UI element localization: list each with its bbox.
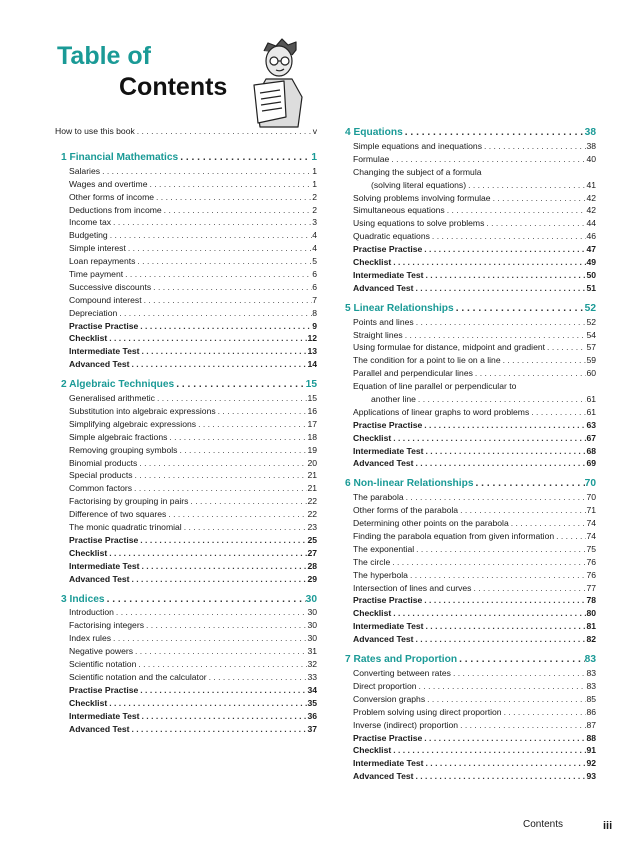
toc-entry[interactable]	[55, 392, 317, 405]
toc-entry-page: 68	[586, 445, 596, 456]
toc-entry-label: Other forms of income	[69, 191, 155, 202]
toc-entry[interactable]	[339, 680, 596, 693]
toc-entry[interactable]	[339, 543, 596, 556]
toc-entry-label: Deductions from income	[69, 204, 162, 215]
toc-entry[interactable]	[339, 744, 596, 757]
toc-entry[interactable]	[339, 269, 596, 282]
toc-entry[interactable]	[55, 547, 317, 560]
toc-entry-page: 4	[312, 243, 317, 254]
toc-entry-label: The circle	[353, 556, 391, 567]
toc-left-column	[55, 125, 317, 735]
toc-entry-label: Advanced Test	[69, 359, 130, 370]
footer-label: Contents	[523, 819, 564, 830]
toc-entry[interactable]	[55, 645, 317, 658]
toc-entry-label: Intermediate Test	[69, 710, 140, 721]
chapter-title: 1 Financial Mathematics	[61, 151, 179, 163]
toc-entry[interactable]	[55, 684, 317, 697]
toc-entry[interactable]	[55, 671, 317, 684]
toc-entry-page: 86	[586, 706, 596, 717]
toc-entry-label: Problem solving using direct proportion	[353, 706, 502, 717]
toc-entry-page: 36	[307, 710, 317, 721]
toc-entry-label: Advanced Test	[69, 723, 130, 734]
toc-entry-page: 30	[307, 607, 317, 618]
toc-entry-label: Checklist	[353, 608, 392, 619]
toc-entry-intro[interactable]	[55, 125, 317, 138]
toc-entry-label: Practise Practise	[353, 244, 423, 255]
toc-entry-label: Straight lines	[353, 329, 403, 340]
toc-entry-page: 22	[307, 496, 317, 507]
toc-entry[interactable]	[339, 282, 596, 295]
chapter-title: 4 Equations	[345, 127, 403, 138]
toc-entry-page: 59	[586, 355, 596, 366]
chapter-title: 5 Linear Relationships	[345, 302, 454, 314]
toc-entry-page: 6	[312, 281, 317, 292]
toc-entry-label: Practise Practise	[353, 595, 423, 606]
toc-entry[interactable]	[55, 320, 317, 333]
toc-entry-page: 29	[307, 573, 317, 584]
toc-entry[interactable]	[339, 419, 596, 432]
toc-entry-label: Simple equations and inequations	[353, 140, 482, 151]
toc-entry-page: 82	[586, 634, 596, 645]
chapter-heading[interactable]	[55, 377, 317, 392]
toc-entry[interactable]	[339, 243, 596, 256]
toc-entry-page: 46	[586, 231, 596, 242]
toc-entry-label: Parallel and perpendicular lines	[353, 368, 473, 379]
toc-entry-label: Depreciation	[69, 307, 118, 318]
toc-entry[interactable]	[339, 693, 596, 706]
toc-entry-page: 2	[312, 191, 317, 202]
toc-entry-label: Income tax	[69, 217, 112, 228]
toc-entry-label: Introduction	[69, 607, 114, 618]
toc-entry-page: 78	[586, 595, 596, 606]
toc-entry-label: Inverse (indirect) proportion	[353, 719, 459, 730]
toc-entry[interactable]	[55, 345, 317, 358]
toc-entry[interactable]	[55, 204, 317, 217]
toc-entry-label: Intermediate Test	[353, 445, 424, 456]
toc-entry-page: 74	[586, 531, 596, 542]
toc-entry-page: 21	[307, 470, 317, 481]
toc-entry[interactable]	[55, 495, 317, 508]
toc-entry[interactable]	[55, 405, 317, 418]
toc-entry-page: 85	[586, 693, 596, 704]
toc-entry-page: 19	[307, 444, 317, 455]
toc-entry-label: Intermediate Test	[69, 560, 140, 571]
toc-entry[interactable]	[339, 582, 596, 595]
toc-entry[interactable]	[339, 491, 596, 504]
toc-entry[interactable]	[55, 710, 317, 723]
chapter-title: 3 Indices	[61, 593, 105, 605]
toc-entry[interactable]	[339, 341, 596, 354]
toc-entry[interactable]	[55, 255, 317, 268]
toc-entry[interactable]	[339, 354, 596, 367]
toc-entry[interactable]	[339, 316, 596, 329]
chapter-heading[interactable]	[55, 150, 317, 165]
toc-entry-label: Checklist	[353, 432, 392, 443]
toc-entry-label: Formulae	[353, 153, 390, 164]
chapter-title: 7 Rates and Proportion	[345, 654, 458, 666]
toc-entry-label: Quadratic equations	[353, 231, 430, 242]
toc-entry-page: 16	[307, 406, 317, 417]
toc-entry-label: Determining other points on the parabola	[353, 518, 509, 529]
toc-entry[interactable]	[339, 432, 596, 445]
toc-entry-page: 61	[586, 406, 596, 417]
toc-entry[interactable]	[339, 166, 596, 179]
toc-entry[interactable]	[55, 191, 317, 204]
toc-entry-page: 25	[307, 534, 317, 545]
toc-entry[interactable]	[55, 560, 317, 573]
toc-entry-label: Checklist	[69, 333, 108, 344]
toc-entry-page: 33	[307, 671, 317, 682]
toc-entry[interactable]	[55, 242, 317, 255]
toc-entry-page: 60	[586, 368, 596, 379]
toc-entry-page: 76	[586, 569, 596, 580]
toc-entry[interactable]	[339, 329, 596, 342]
chapter-page: 15	[305, 379, 317, 391]
toc-entry-label: Factorising by grouping in pairs	[69, 496, 189, 507]
toc-entry-page: 9	[312, 320, 317, 331]
toc-entry-label: Points and lines	[353, 316, 414, 327]
toc-entry-page: 23	[307, 522, 317, 533]
toc-entry[interactable]	[339, 217, 596, 230]
toc-entry[interactable]	[339, 719, 596, 732]
toc-entry-page: 87	[586, 719, 596, 730]
toc-entry-label: Difference of two squares	[69, 509, 167, 520]
toc-entry[interactable]	[339, 179, 596, 192]
toc-entry-page: 7	[312, 294, 317, 305]
toc-entry-label: Special products	[69, 470, 133, 481]
toc-entry-label: Common factors	[69, 483, 133, 494]
toc-entry-label: Checklist	[69, 547, 108, 558]
toc-entry-label: Converting between rates	[353, 668, 451, 679]
toc-entry-label: Intermediate Test	[353, 758, 424, 769]
toc-entry-page: 28	[307, 560, 317, 571]
toc-entry-label: Compound interest	[69, 294, 142, 305]
toc-entry-label: another line	[371, 394, 416, 405]
toc-entry-page: 13	[307, 346, 317, 357]
toc-entry-label: Direct proportion	[353, 680, 417, 691]
toc-entry[interactable]	[55, 573, 317, 586]
page-title-line1: Table of	[57, 42, 151, 70]
toc-entry[interactable]	[55, 534, 317, 547]
toc-entry-page: v	[312, 125, 317, 136]
toc-entry-label: Checklist	[353, 745, 392, 756]
reading-student-illustration-icon	[246, 37, 312, 131]
toc-entry-label: Changing the subject of a formula	[353, 166, 482, 177]
toc-entry-page: 88	[586, 732, 596, 743]
toc-entry[interactable]	[339, 667, 596, 680]
toc-entry-label: Intermediate Test	[353, 269, 424, 280]
page-title-line2: Contents	[119, 73, 228, 101]
toc-entry-label: Salaries	[69, 165, 101, 176]
toc-entry-label: Practise Practise	[69, 534, 139, 545]
toc-entry-page: 77	[586, 582, 596, 593]
toc-entry-page: 51	[586, 282, 596, 293]
toc-entry-page: 21	[307, 483, 317, 494]
toc-entry-label: The parabola	[353, 492, 404, 503]
toc-entry[interactable]	[55, 358, 317, 371]
toc-entry-label: Wages and overtime	[69, 178, 148, 189]
toc-entry-label: Binomial products	[69, 457, 138, 468]
chapter-title: 2 Algebraic Techniques	[61, 379, 175, 391]
toc-entry[interactable]	[55, 229, 317, 242]
toc-entry-page: 81	[586, 621, 596, 632]
toc-entry-page: 12	[307, 333, 317, 344]
toc-entry[interactable]	[55, 697, 317, 710]
chapter-heading[interactable]	[339, 301, 596, 316]
toc-entry-label: Generalised arithmetic	[69, 393, 155, 404]
toc-entry-label: Scientific notation	[69, 659, 137, 670]
toc-entry[interactable]	[55, 418, 317, 431]
toc-entry[interactable]	[339, 153, 596, 166]
toc-entry-page: 27	[307, 547, 317, 558]
toc-entry[interactable]	[339, 192, 596, 205]
toc-entry-page: 71	[586, 505, 596, 516]
chapter-page: 38	[584, 127, 596, 138]
toc-entry-label: Finding the parabola equation from given information	[353, 531, 555, 542]
chapter-page: 1	[311, 151, 317, 163]
toc-entry-page: 3	[312, 217, 317, 228]
toc-entry-label: Loan repayments	[69, 256, 136, 267]
toc-entry[interactable]	[339, 140, 596, 153]
toc-entry[interactable]	[55, 457, 317, 470]
toc-entry-label: Advanced Test	[353, 282, 414, 293]
toc-entry-page: 75	[586, 543, 596, 554]
toc-entry-label: Advanced Test	[353, 458, 414, 469]
toc-entry-label: Simple algebraic fractions	[69, 431, 168, 442]
toc-entry-page: 49	[586, 257, 596, 267]
toc-entry-page: 91	[586, 745, 596, 756]
chapter-heading[interactable]	[55, 592, 317, 607]
toc-entry-page: 92	[586, 758, 596, 769]
toc-entry-label: Conversion graphs	[353, 693, 426, 704]
chapter-title: 6 Non-linear Relationships	[345, 478, 474, 490]
toc-entry-page: 42	[586, 205, 596, 216]
toc-entry-page: 1	[312, 165, 317, 176]
toc-entry-page: 61	[586, 394, 596, 405]
toc-entry-label: Applications of linear graphs to word problems	[353, 406, 530, 417]
toc-entry-page: 50	[586, 269, 596, 280]
toc-entry-page: 37	[307, 723, 317, 734]
toc-entry[interactable]	[55, 332, 317, 345]
toc-entry-page: 44	[586, 218, 596, 229]
toc-entry-page: 34	[307, 684, 317, 695]
toc-entry-page: 83	[586, 668, 596, 679]
toc-entry-page: 8	[312, 307, 317, 318]
toc-entry-page: 31	[307, 646, 317, 657]
toc-entry[interactable]	[339, 607, 596, 620]
chapter-heading[interactable]	[339, 476, 596, 491]
toc-entry-page: 18	[307, 431, 317, 442]
toc-entry-page: 69	[586, 458, 596, 469]
toc-entry-page: 2	[312, 204, 317, 215]
chapter-page: 83	[584, 654, 596, 666]
toc-entry[interactable]	[55, 658, 317, 671]
toc-entry-label: How to use this book	[55, 125, 135, 136]
toc-entry-page: 47	[586, 244, 596, 255]
toc-entry-label: Equation of line parallel or perpendicular to	[353, 381, 517, 392]
toc-entry[interactable]	[339, 393, 596, 406]
toc-entry-label: Advanced Test	[69, 573, 130, 584]
toc-entry-page: 74	[586, 518, 596, 529]
toc-entry[interactable]	[55, 632, 317, 645]
toc-entry-page: 32	[307, 659, 317, 670]
toc-entry-label: Using equations to solve problems	[353, 218, 485, 229]
toc-entry-page: 35	[307, 697, 317, 708]
toc-entry-label: Other forms of the parabola	[353, 505, 459, 516]
toc-entry-label: Successive discounts	[69, 281, 152, 292]
toc-entry-label: The exponential	[353, 543, 415, 554]
chapter-heading[interactable]	[339, 652, 596, 667]
toc-entry[interactable]	[339, 569, 596, 582]
toc-entry-page: 30	[307, 620, 317, 631]
toc-entry-label: The hyperbola	[353, 569, 408, 580]
chapter-page: 30	[305, 593, 317, 605]
toc-entry-label: Removing grouping symbols	[69, 444, 178, 455]
toc-entry-page: 6	[312, 269, 317, 279]
toc-entry-label: Intermediate Test	[69, 346, 140, 357]
toc-entry[interactable]	[339, 457, 596, 470]
toc-entry-page: 40	[586, 153, 596, 164]
toc-entry-page: 70	[586, 492, 596, 503]
toc-entry[interactable]	[55, 482, 317, 495]
toc-entry-label: (solving literal equations)	[371, 179, 467, 190]
toc-entry[interactable]	[339, 530, 596, 543]
chapter-page: 52	[584, 302, 596, 314]
toc-entry[interactable]	[55, 521, 317, 534]
toc-entry[interactable]	[55, 619, 317, 632]
toc-entry-label: Budgeting	[69, 230, 108, 241]
toc-entry[interactable]	[55, 165, 317, 178]
toc-entry-page: 76	[586, 556, 596, 567]
toc-entry[interactable]	[55, 607, 317, 620]
toc-entry[interactable]	[55, 216, 317, 229]
toc-entry-page: 80	[586, 608, 596, 619]
toc-entry-page: 30	[307, 633, 317, 644]
toc-entry-page: 41	[586, 179, 596, 190]
toc-entry[interactable]	[339, 367, 596, 380]
chapter-heading[interactable]	[339, 125, 596, 140]
toc-entry-page: 4	[312, 230, 317, 241]
toc-entry-page: 63	[586, 419, 596, 430]
toc-entry-label: Practise Practise	[69, 684, 139, 695]
toc-entry[interactable]	[339, 406, 596, 419]
toc-entry-page: 17	[307, 418, 317, 429]
toc-entry[interactable]	[55, 307, 317, 320]
toc-entry-page: 1	[312, 178, 317, 189]
toc-entry-label: Factorising integers	[69, 620, 144, 631]
toc-entry[interactable]	[55, 508, 317, 521]
toc-entry-label: Intersection of lines and curves	[353, 582, 472, 593]
toc-entry-label: Simultaneous equations	[353, 205, 445, 216]
toc-entry-label: Intermediate Test	[353, 621, 424, 632]
toc-entry-label: The monic quadratic trinomial	[69, 522, 182, 533]
toc-entry-label: Practise Practise	[353, 419, 423, 430]
toc-entry[interactable]	[55, 294, 317, 307]
toc-entry-label: Simplifying algebraic expressions	[69, 418, 197, 429]
toc-entry[interactable]	[339, 517, 596, 530]
toc-entry[interactable]	[339, 445, 596, 458]
toc-entry-label: Substitution into algebraic expressions	[69, 406, 216, 417]
toc-entry[interactable]	[339, 556, 596, 569]
toc-entry[interactable]	[339, 757, 596, 770]
toc-entry-label: Using formulae for distance, midpoint and gradient	[353, 342, 546, 353]
toc-entry-page: 22	[307, 509, 317, 520]
toc-entry[interactable]	[339, 595, 596, 608]
toc-entry-label: Scientific notation and the calculator	[69, 671, 207, 682]
toc-entry-page: 38	[586, 140, 596, 151]
toc-entry-label: Index rules	[69, 633, 112, 644]
toc-entry-label: Practise Practise	[69, 320, 139, 331]
toc-entry[interactable]	[339, 732, 596, 745]
toc-entry[interactable]	[55, 178, 317, 191]
toc-entry-label: The condition for a point to lie on a line	[353, 355, 501, 366]
toc-entry-page: 14	[307, 359, 317, 370]
toc-entry-label: Solving problems involving formulae	[353, 192, 491, 203]
toc-entry-label: Time payment	[69, 269, 124, 279]
toc-entry[interactable]	[339, 620, 596, 633]
toc-entry-label: Practise Practise	[353, 732, 423, 743]
toc-entry[interactable]	[339, 633, 596, 646]
toc-entry[interactable]	[339, 770, 596, 783]
toc-entry-label: Checklist	[69, 697, 108, 708]
toc-entry[interactable]	[339, 230, 596, 243]
toc-entry-label: Advanced Test	[353, 634, 414, 645]
toc-entry-page: 67	[586, 432, 596, 443]
toc-entry-page: 57	[586, 342, 596, 353]
toc-entry-label: Negative powers	[69, 646, 134, 657]
toc-entry-label: Simple interest	[69, 243, 126, 254]
toc-entry-page: 52	[586, 316, 596, 327]
toc-entry[interactable]	[339, 504, 596, 517]
toc-entry-label: Advanced Test	[353, 771, 414, 782]
toc-entry[interactable]	[55, 268, 317, 281]
toc-right-column	[339, 125, 596, 783]
toc-entry-page: 83	[586, 680, 596, 691]
toc-entry-page: 20	[307, 457, 317, 468]
toc-entry[interactable]	[55, 723, 317, 736]
toc-entry[interactable]	[339, 204, 596, 217]
toc-entry-page: 54	[586, 329, 596, 340]
toc-entry[interactable]	[55, 444, 317, 457]
toc-entry[interactable]	[55, 281, 317, 294]
footer-page-number: iii	[603, 820, 613, 832]
toc-entry[interactable]	[55, 469, 317, 482]
toc-entry[interactable]	[55, 431, 317, 444]
toc-entry-page: 93	[586, 771, 596, 782]
toc-entry-page: 5	[312, 256, 317, 267]
toc-entry-label: Checklist	[353, 257, 392, 267]
toc-entry-page: 15	[307, 393, 317, 404]
toc-entry[interactable]	[339, 706, 596, 719]
toc-entry[interactable]	[339, 380, 596, 393]
toc-entry-page: 42	[586, 192, 596, 203]
chapter-page: 70	[584, 478, 596, 490]
toc-entry[interactable]	[339, 256, 596, 269]
